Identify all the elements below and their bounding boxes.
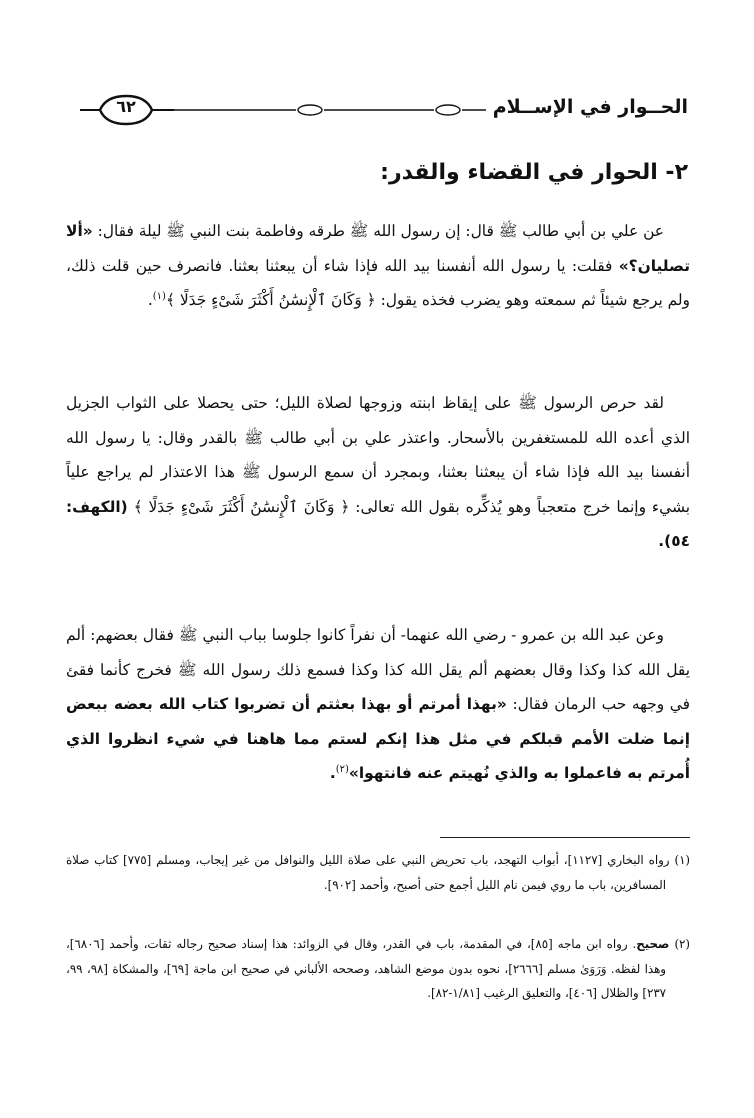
footnote-ref-2: (٢)	[335, 763, 349, 775]
paragraph-text: فقلت: يا رسول الله أنفسنا بيد الله فإذا شاء أن يبعثنا بعثنا. فانصرف حين قلت ذلك، ولم يرجع شيئاً ثم سمعته وهو يضرب فخذه يقول: ﴿ وَكَانَ ٱلْإِنسَٰنُ أَكْثَرَ شَىْءٍ جَدَلًا ﴾	[66, 256, 690, 309]
footnote-number: (٢)	[674, 937, 690, 951]
footnote-1	[66, 848, 690, 897]
paragraph-text: عن علي بن أبي طالب ﷺ قال: إن رسول الله ﷺ طرقه وفاطمة بنت النبي ﷺ ليلة فقال:	[92, 222, 664, 240]
paragraph-end: .	[147, 291, 153, 309]
hadith-quote: «بهذا أمرتم أو بهذا بعثتم أن تضربوا كتاب الله بعضه ببعض إنما ضلت الأمم قبلكم في مثل هذا إنكم لستم مما هاهنا في شيء انظروا الذي أُمرتم به فاعملوا به والذي نُهيتم عنه فانتهوا»	[66, 695, 690, 782]
footnote-2	[66, 932, 690, 1006]
page-header	[78, 92, 688, 132]
hadith-quote: «ألا تصليان؟»	[66, 222, 690, 275]
page-number: ٦٢	[116, 97, 136, 116]
paragraph-1	[66, 214, 690, 318]
footnote-grade-label: صحيح	[636, 937, 670, 951]
footnote-text: رواه البخاري [١١٢٧]، أبواب التهجد، باب تحريض النبي على صلاة الليل والنوافل من غير إيجاب، ومسلم [٧٧٥] كتاب صلاة المسافرين، باب ما روي فيمن نام الليل أجمع حتى أصبح، وأحمد [٩٠٢].	[66, 853, 670, 892]
footnote-text: . رواه ابن ماجه [٨٥]، في المقدمة، باب في القدر، وقال في الزوائد: هذا إسناد صحيح رجاله ثقات، وأحمد [٦٨٠٦]، وهذا لفظه. وَرَوَىٰ مسلم [٢٦٦٦]، نحوه بدون موضع الشاهد، وصححه الألباني في صحيح ابن ماجة [٦٩]، والمشكاة [٩٨، ٩٩، ٢٣٧] والظلال [٤٠٦]، والتعليق الرغيب [١/٨١-٨٢].	[66, 937, 666, 1000]
footnote-ref-1: (١)	[152, 290, 166, 302]
section-heading: ٢- الحوار في القضاء والقدر:	[380, 160, 688, 185]
footnote-separator	[440, 837, 690, 838]
paragraph-text: لقد حرص الرسول ﷺ على إيقاظ ابنته وزوجها لصلاة الليل؛ حتى يحصلا على الثواب الجزيل الذي أعده الله للمستغفرين بالأسحار. واعتذر علي بن أبي طالب ﷺ بالقدر وقال: يا رسول الله أنفسنا بيد الله فإذا شاء أن يبعثنا بعثنا، وبمجرد أن سمع الرسول ﷺ هذا الاعتذار لم يراجع علياً بشيء وإنما خرج متعجباً وهو يُذكِّره بقول الله تعالى: ﴿ وَكَانَ ٱلْإِنسَٰنُ أَكْثَرَ شَىْءٍ جَدَلًا ﴾	[66, 394, 690, 516]
paragraph-text: وعن عبد الله بن عمرو - رضي الله عنهما- أن نفراً كانوا جلوسا بباب النبي ﷺ فقال بعضهم: ألم يقل الله كذا وكذا وقال بعضهم ألم يقل الله كذا وكذا فسمع ذلك رسول الله ﷺ فخرج كأنما فقئ في وجهه حب الرمان فقال:	[66, 626, 690, 713]
footnote-number: (١)	[674, 853, 691, 867]
quran-citation: (الكهف: ٥٤)	[66, 497, 690, 550]
paragraph-end: .	[329, 764, 336, 782]
paragraph-3	[66, 618, 690, 791]
running-title: الحــوار في الإســلام	[492, 96, 688, 118]
paragraph-end: .	[658, 532, 665, 550]
paragraph-2	[66, 386, 690, 559]
